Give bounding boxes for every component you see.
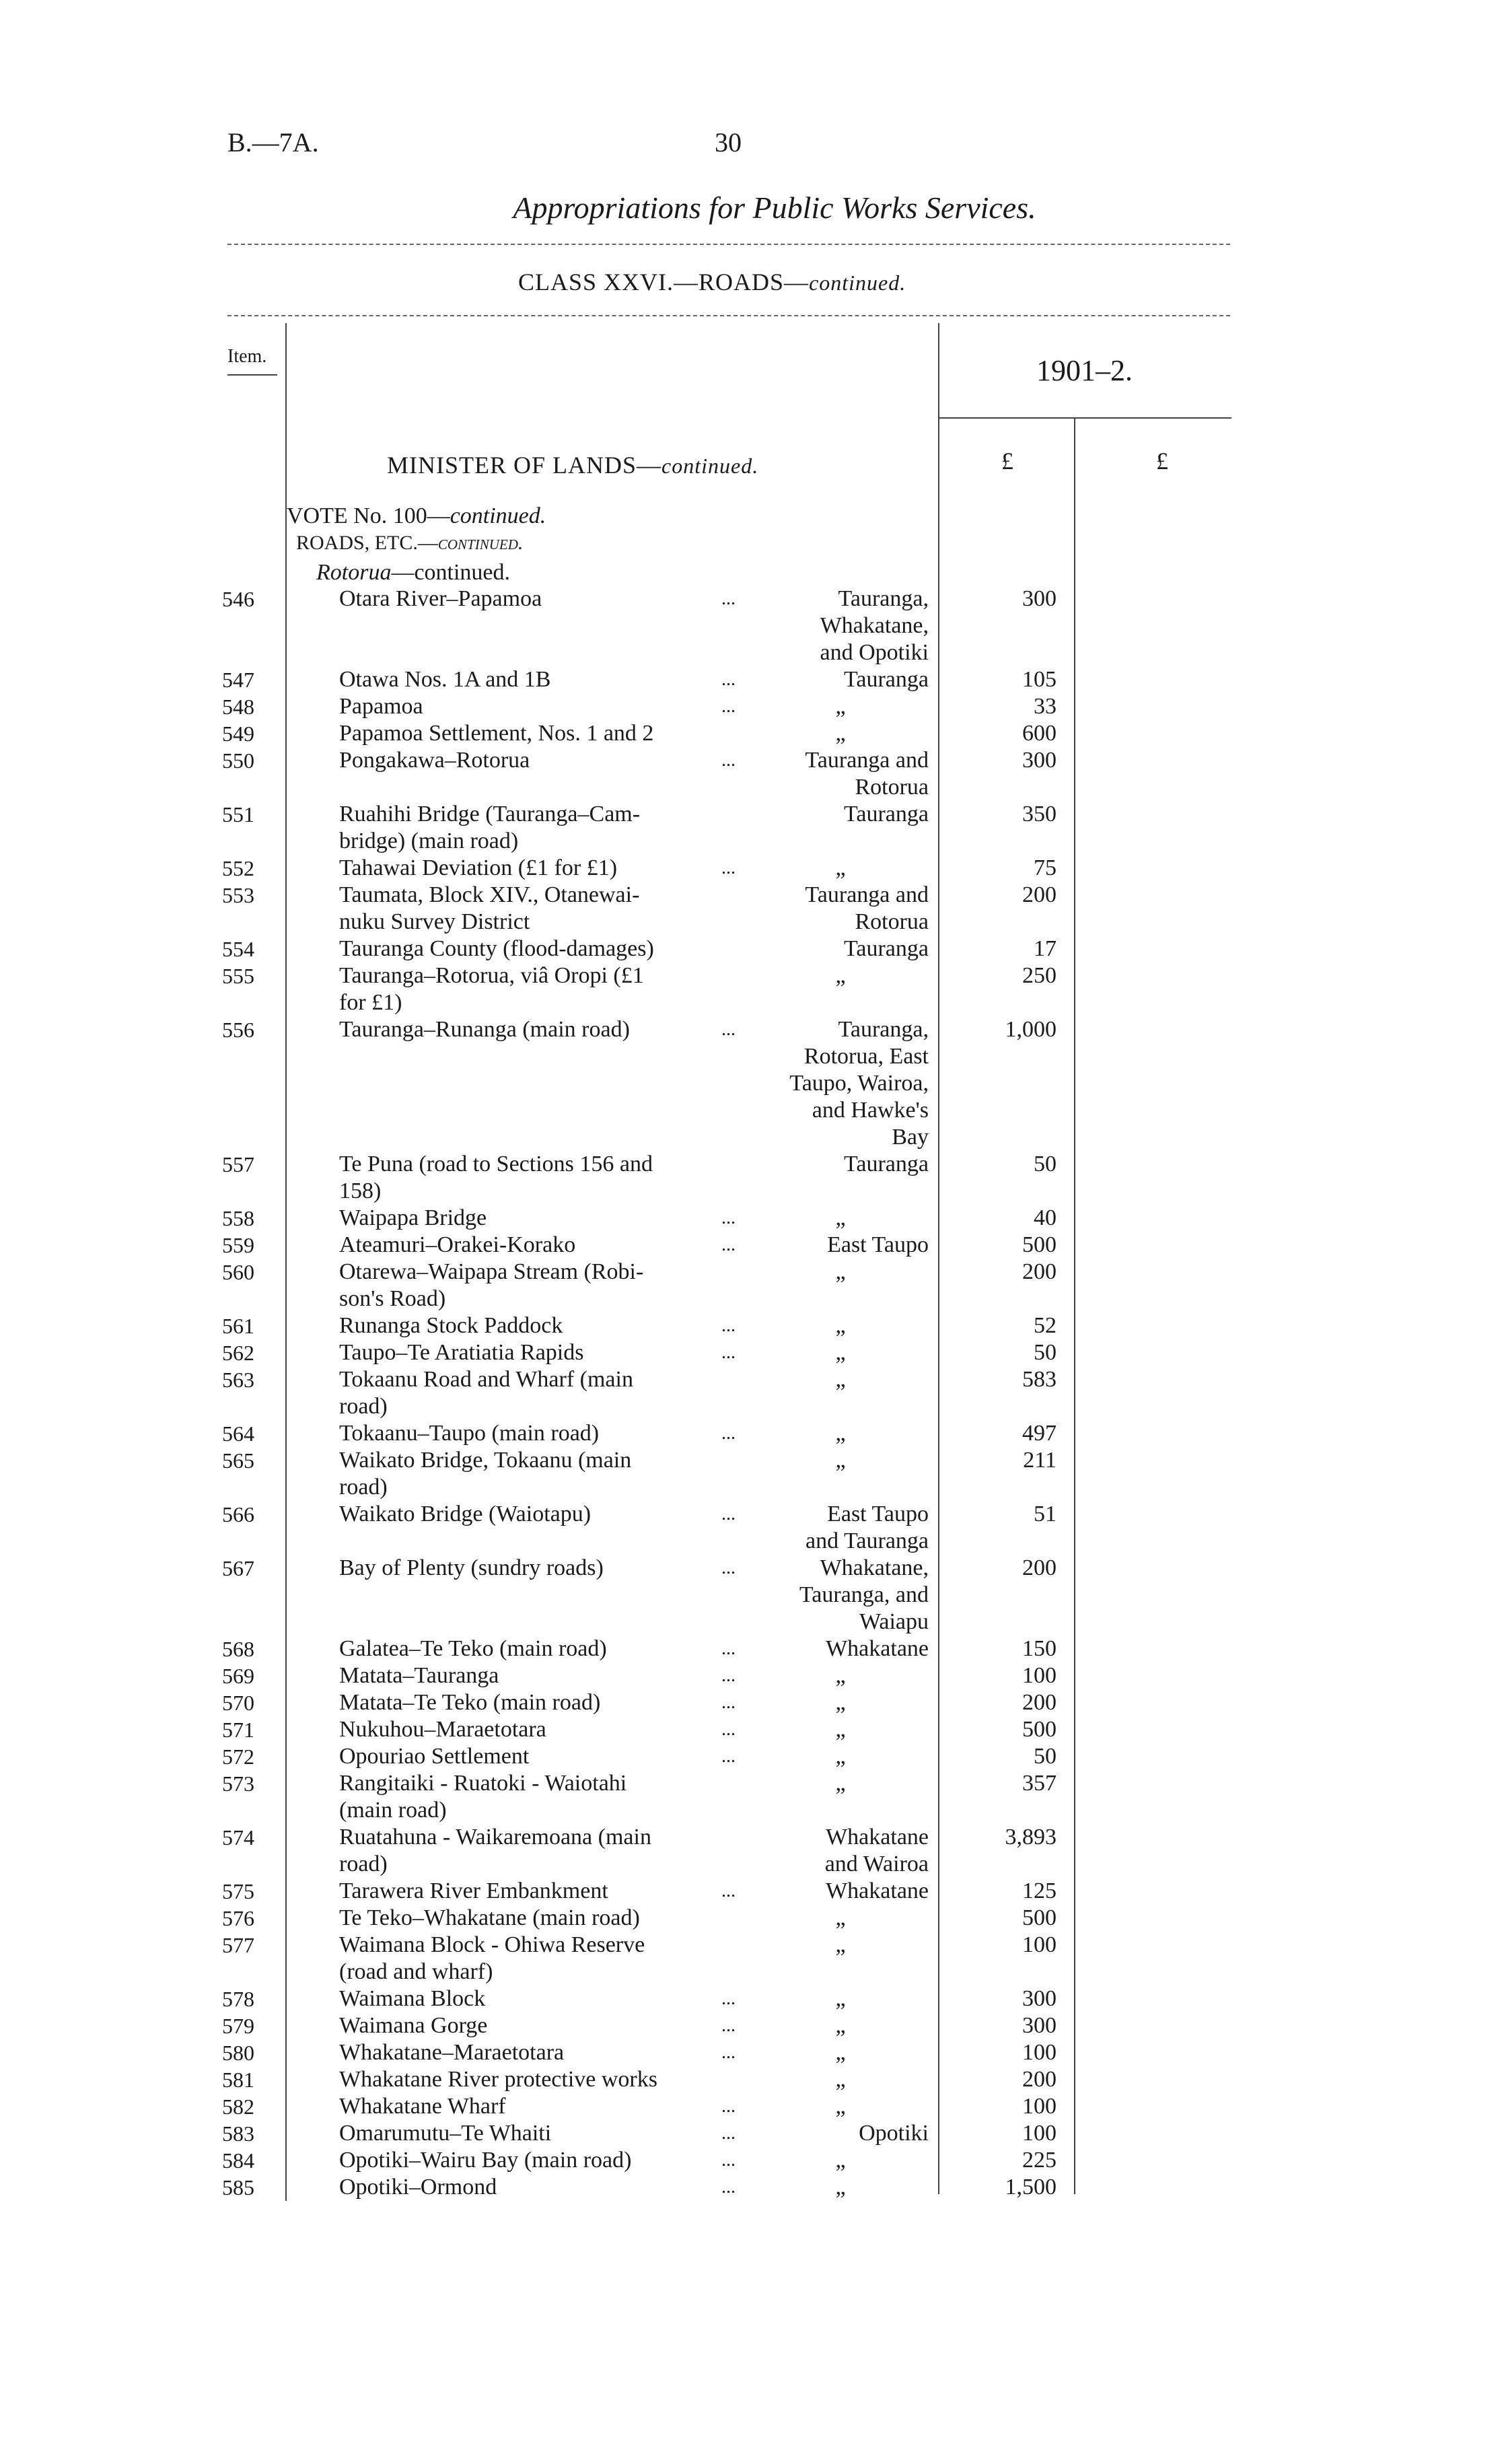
class-heading xyxy=(518,268,906,296)
item-amount: 150 xyxy=(1022,1636,1057,1661)
item-number: 565 xyxy=(222,1448,254,1473)
item-amount: 200 xyxy=(1022,1555,1057,1580)
leader-dots: ... xyxy=(721,750,736,771)
item-description: Pongakawa–Rotorua xyxy=(339,748,530,773)
item-number: 582 xyxy=(222,2095,254,2119)
item-location: and Hawke's xyxy=(812,1098,929,1123)
item-description: Waipapa Bridge xyxy=(339,1205,487,1230)
title-rule xyxy=(227,244,1230,245)
item-location: Rotorua, East xyxy=(803,1044,929,1069)
item-amount: 497 xyxy=(1022,1421,1057,1446)
item-number: 569 xyxy=(222,1664,254,1688)
item-column-header: Item. xyxy=(227,346,267,367)
item-location: Whakatane, xyxy=(820,1555,929,1580)
item-amount: 200 xyxy=(1022,1690,1057,1715)
item-number: 563 xyxy=(222,1368,254,1392)
item-amount: 225 xyxy=(1022,2148,1057,2173)
item-location: „ xyxy=(835,2148,846,2173)
item-number: 556 xyxy=(222,1018,254,1042)
item-location: Waiapu xyxy=(859,1609,929,1634)
item-location: „ xyxy=(835,963,846,988)
item-amount: 600 xyxy=(1022,721,1057,746)
item-description: Bay of Plenty (sundry roads) xyxy=(339,1555,604,1580)
item-description: road) xyxy=(339,1852,388,1876)
item-amount: 17 xyxy=(1034,936,1057,961)
item-number: 550 xyxy=(222,748,254,773)
item-number: 570 xyxy=(222,1691,254,1715)
item-number: 555 xyxy=(222,964,254,988)
vote-heading-text: VOTE No. 100— xyxy=(287,503,450,528)
item-number: 584 xyxy=(222,2148,254,2173)
item-location: Tauranga and xyxy=(805,748,929,773)
item-location: Bay xyxy=(892,1125,929,1150)
item-number: 573 xyxy=(222,1771,254,1796)
item-number: 557 xyxy=(222,1152,254,1176)
item-number: 572 xyxy=(222,1745,254,1769)
item-location: „ xyxy=(835,1690,846,1715)
item-location: and Wairoa xyxy=(824,1852,929,1876)
item-number: 576 xyxy=(222,1906,254,1930)
item-description: nuku Survey District xyxy=(339,909,530,934)
item-location: Tauranga xyxy=(844,667,929,692)
item-description: Rangitaiki - Ruatoki - Waiotahi xyxy=(339,1771,627,1796)
leader-dots: ... xyxy=(721,1746,736,1767)
item-location: Whakatane xyxy=(826,1636,929,1661)
item-location: Whakatane, xyxy=(820,613,929,638)
leader-dots: ... xyxy=(721,1019,736,1040)
year-column-header: 1901–2. xyxy=(1036,354,1133,387)
leader-dots: ... xyxy=(721,2123,736,2144)
item-description: Ruatahuna - Waikaremoana (main xyxy=(339,1825,651,1850)
item-number: 574 xyxy=(222,1825,254,1850)
class-heading-continued: continued. xyxy=(809,271,906,295)
item-amount: 51 xyxy=(1034,1502,1057,1526)
item-number: 551 xyxy=(222,802,254,826)
item-location: „ xyxy=(835,721,846,746)
item-number: 566 xyxy=(222,1502,254,1526)
item-description: Matata–Te Teko (main road) xyxy=(339,1690,601,1715)
item-description: Opotiki–Ormond xyxy=(339,2175,497,2199)
class-heading-text: CLASS XXVI.—ROADS— xyxy=(518,269,810,295)
roads-heading-continued: continued. xyxy=(437,532,524,554)
item-location: „ xyxy=(835,1448,846,1473)
item-location: Tauranga xyxy=(844,936,929,961)
item-description: Whakatane Wharf xyxy=(339,2094,506,2119)
item-description: Tarawera River Embankment xyxy=(339,1878,608,1903)
vote-heading-continued: continued. xyxy=(450,503,546,528)
item-location: Rotorua xyxy=(855,909,929,934)
leader-dots: ... xyxy=(721,1315,736,1336)
leader-dots: ... xyxy=(721,588,736,609)
leader-dots: ... xyxy=(721,1423,736,1444)
item-number: 578 xyxy=(222,1987,254,2011)
district-heading-name: Rotorua xyxy=(316,560,392,585)
item-amount: 300 xyxy=(1022,748,1057,773)
leader-dots: ... xyxy=(721,1207,736,1228)
item-description: Omarumutu–Te Whaiti xyxy=(339,2121,552,2146)
item-number: 581 xyxy=(222,2068,254,2092)
item-location: „ xyxy=(835,1205,846,1230)
minister-heading-continued: continued. xyxy=(661,454,759,478)
item-location: Whakatane xyxy=(826,1825,929,1850)
description-column-divider xyxy=(938,323,939,2194)
item-amount: 300 xyxy=(1022,586,1057,611)
item-description: Taumata, Block XIV., Otanewai- xyxy=(339,882,640,907)
item-amount: 40 xyxy=(1034,1205,1057,1230)
item-amount: 1,000 xyxy=(1005,1017,1057,1042)
item-description: Waimana Gorge xyxy=(339,2013,488,2038)
district-heading-suffix: —continued. xyxy=(391,560,511,585)
item-amount: 52 xyxy=(1034,1313,1057,1338)
item-description: road) xyxy=(339,1394,388,1419)
item-description: Ruahihi Bridge (Tauranga–Cam- xyxy=(339,802,641,826)
leader-dots: ... xyxy=(721,696,736,717)
item-description: Otawa Nos. 1A and 1B xyxy=(339,667,551,692)
minister-heading-text: MINISTER OF LANDS— xyxy=(387,452,662,479)
item-description: Runanga Stock Paddock xyxy=(339,1313,563,1338)
item-amount: 100 xyxy=(1022,2121,1057,2146)
item-number: 548 xyxy=(222,695,254,719)
roads-heading-text: ROADS, ETC.— xyxy=(296,532,438,554)
leader-dots: ... xyxy=(721,1719,736,1740)
item-location: „ xyxy=(835,2040,846,2065)
item-description: Tauranga–Rotorua, viâ Oropi (£1 xyxy=(339,963,644,988)
leader-dots: ... xyxy=(721,1665,736,1686)
item-location: „ xyxy=(835,1932,846,1957)
item-location: „ xyxy=(835,2067,846,2092)
item-description: Ateamuri–Orakei-Korako xyxy=(339,1232,576,1257)
item-amount: 50 xyxy=(1034,1744,1057,1769)
item-description: Waimana Block xyxy=(339,1986,486,2011)
leader-dots: ... xyxy=(721,857,736,878)
item-description: Tahawai Deviation (£1 for £1) xyxy=(339,855,618,880)
item-description: Te Puna (road to Sections 156 and xyxy=(339,1152,653,1176)
amount-column-divider xyxy=(1074,417,1075,2194)
item-description: Matata–Tauranga xyxy=(339,1663,499,1688)
item-location: „ xyxy=(835,1771,846,1796)
item-description: (road and wharf) xyxy=(339,1959,493,1984)
item-location: „ xyxy=(835,1340,846,1365)
item-amount: 100 xyxy=(1022,2094,1057,2119)
item-location: and Opotiki xyxy=(820,640,929,665)
item-location: Opotiki xyxy=(859,2121,929,2146)
item-number: 567 xyxy=(222,1556,254,1580)
item-description: Tokaanu–Taupo (main road) xyxy=(339,1421,600,1446)
item-amount: 350 xyxy=(1022,802,1057,826)
item-column-divider xyxy=(285,323,287,2201)
item-location: „ xyxy=(835,855,846,880)
item-amount: 300 xyxy=(1022,1986,1057,2011)
item-number: 562 xyxy=(222,1341,254,1365)
year-head-underline xyxy=(938,417,1231,419)
roads-heading xyxy=(296,532,523,555)
item-description: Opotiki–Wairu Bay (main road) xyxy=(339,2148,632,2173)
leader-dots: ... xyxy=(721,2096,736,2117)
item-location: „ xyxy=(835,2013,846,2038)
item-location: „ xyxy=(835,1421,846,1446)
item-location: and Tauranga xyxy=(806,1528,929,1553)
item-description: Taupo–Te Aratiatia Rapids xyxy=(339,1340,584,1365)
item-description: Whakatane River protective works xyxy=(339,2067,657,2092)
leader-dots: ... xyxy=(721,1234,736,1255)
item-location: „ xyxy=(835,2175,846,2199)
item-location: Tauranga, xyxy=(838,1017,929,1042)
item-number: 558 xyxy=(222,1206,254,1230)
item-number: 575 xyxy=(222,1879,254,1903)
item-description: Waikato Bridge, Tokaanu (main xyxy=(339,1448,632,1473)
item-amount: 500 xyxy=(1022,1232,1057,1257)
item-description: bridge) (main road) xyxy=(339,829,519,853)
vote-heading xyxy=(287,503,546,529)
item-location: „ xyxy=(835,1313,846,1338)
minister-heading xyxy=(387,451,758,479)
district-heading xyxy=(316,560,510,586)
item-location: East Taupo xyxy=(827,1232,929,1257)
item-description: son's Road) xyxy=(339,1286,446,1311)
item-location: „ xyxy=(835,1717,846,1742)
item-location: „ xyxy=(835,1663,846,1688)
item-amount: 357 xyxy=(1022,1771,1057,1796)
item-number: 580 xyxy=(222,2041,254,2065)
item-amount: 200 xyxy=(1022,1259,1057,1284)
leader-dots: ... xyxy=(721,2150,736,2171)
item-location: „ xyxy=(835,1744,846,1769)
item-amount: 583 xyxy=(1022,1367,1057,1392)
currency-symbol-2: £ xyxy=(1156,448,1168,474)
item-location: „ xyxy=(835,1259,846,1284)
item-description: Opouriao Settlement xyxy=(339,1744,530,1769)
item-location: „ xyxy=(835,1905,846,1930)
item-description: Whakatane–Maraetotara xyxy=(339,2040,565,2065)
item-amount: 3,893 xyxy=(1005,1825,1057,1850)
item-description: 158) xyxy=(339,1178,382,1203)
leader-dots: ... xyxy=(721,1638,736,1659)
leader-dots: ... xyxy=(721,2177,736,2197)
leader-dots: ... xyxy=(721,1988,736,2009)
item-description: Otara River–Papamoa xyxy=(339,586,542,611)
leader-dots: ... xyxy=(721,1880,736,1901)
item-description: for £1) xyxy=(339,990,402,1015)
item-amount: 300 xyxy=(1022,2013,1057,2038)
item-amount: 100 xyxy=(1022,1932,1057,1957)
item-amount: 100 xyxy=(1022,1663,1057,1688)
item-number: 549 xyxy=(222,721,254,746)
item-location: Tauranga and xyxy=(805,882,929,907)
document-reference: B.—7A. xyxy=(227,127,319,157)
item-description: Waikato Bridge (Waiotapu) xyxy=(339,1502,592,1526)
leader-dots: ... xyxy=(721,2042,736,2063)
item-amount: 75 xyxy=(1034,855,1057,880)
item-number: 560 xyxy=(222,1260,254,1284)
item-amount: 211 xyxy=(1023,1448,1057,1473)
item-number: 579 xyxy=(222,2014,254,2038)
item-location: „ xyxy=(835,694,846,719)
item-number: 564 xyxy=(222,1421,254,1446)
item-number: 561 xyxy=(222,1314,254,1338)
item-location: Taupo, Wairoa, xyxy=(789,1071,929,1096)
item-location: „ xyxy=(835,1367,846,1392)
item-description: Otarewa–Waipapa Stream (Robi- xyxy=(339,1259,644,1284)
item-description: Papamoa Settlement, Nos. 1 and 2 xyxy=(339,721,654,746)
leader-dots: ... xyxy=(721,2015,736,2036)
item-amount: 500 xyxy=(1022,1717,1057,1742)
item-amount: 250 xyxy=(1022,963,1057,988)
item-location: Whakatane xyxy=(826,1878,929,1903)
item-head-underline xyxy=(227,374,277,376)
item-number: 546 xyxy=(222,587,254,611)
item-description: (main road) xyxy=(339,1798,447,1823)
item-description: Tauranga–Runanga (main road) xyxy=(339,1017,630,1042)
item-description: Te Teko–Whakatane (main road) xyxy=(339,1905,640,1930)
item-description: Tauranga County (flood-damages) xyxy=(339,936,654,961)
item-location: „ xyxy=(835,1986,846,2011)
page-title: Appropriations for Public Works Services. xyxy=(513,190,1036,225)
item-number: 554 xyxy=(222,937,254,961)
item-number: 585 xyxy=(222,2175,254,2199)
item-number: 553 xyxy=(222,883,254,907)
item-number: 571 xyxy=(222,1718,254,1742)
item-number: 568 xyxy=(222,1637,254,1661)
item-description: Papamoa xyxy=(339,694,423,719)
leader-dots: ... xyxy=(721,1557,736,1578)
currency-symbol-1: £ xyxy=(1001,448,1013,474)
item-location: Tauranga, xyxy=(838,586,929,611)
item-amount: 100 xyxy=(1022,2040,1057,2065)
item-amount: 125 xyxy=(1022,1878,1057,1903)
leader-dots: ... xyxy=(721,1504,736,1524)
item-description: road) xyxy=(339,1475,388,1500)
item-description: Tokaanu Road and Wharf (main xyxy=(339,1367,633,1392)
item-number: 552 xyxy=(222,856,254,880)
item-description: Galatea–Te Teko (main road) xyxy=(339,1636,607,1661)
item-location: Tauranga xyxy=(844,1152,929,1176)
item-location: Rotorua xyxy=(855,775,929,800)
item-amount: 1,500 xyxy=(1005,2175,1057,2199)
item-amount: 200 xyxy=(1022,882,1057,907)
item-amount: 200 xyxy=(1022,2067,1057,2092)
item-location: „ xyxy=(835,2094,846,2119)
item-location: East Taupo xyxy=(827,1502,929,1526)
item-amount: 500 xyxy=(1022,1905,1057,1930)
item-amount: 50 xyxy=(1034,1152,1057,1176)
item-number: 583 xyxy=(222,2121,254,2146)
item-amount: 50 xyxy=(1034,1340,1057,1365)
item-number: 547 xyxy=(222,668,254,692)
leader-dots: ... xyxy=(721,1692,736,1713)
leader-dots: ... xyxy=(721,669,736,690)
leader-dots: ... xyxy=(721,1342,736,1363)
class-rule xyxy=(227,315,1230,316)
item-description: Waimana Block - Ohiwa Reserve xyxy=(339,1932,645,1957)
item-description: Nukuhou–Maraetotara xyxy=(339,1717,546,1742)
item-number: 559 xyxy=(222,1233,254,1257)
item-location: Tauranga xyxy=(844,802,929,826)
item-amount: 105 xyxy=(1022,667,1057,692)
item-location: Tauranga, and xyxy=(799,1582,929,1607)
item-number: 577 xyxy=(222,1933,254,1957)
item-amount: 33 xyxy=(1034,694,1057,719)
page-number: 30 xyxy=(715,127,742,157)
